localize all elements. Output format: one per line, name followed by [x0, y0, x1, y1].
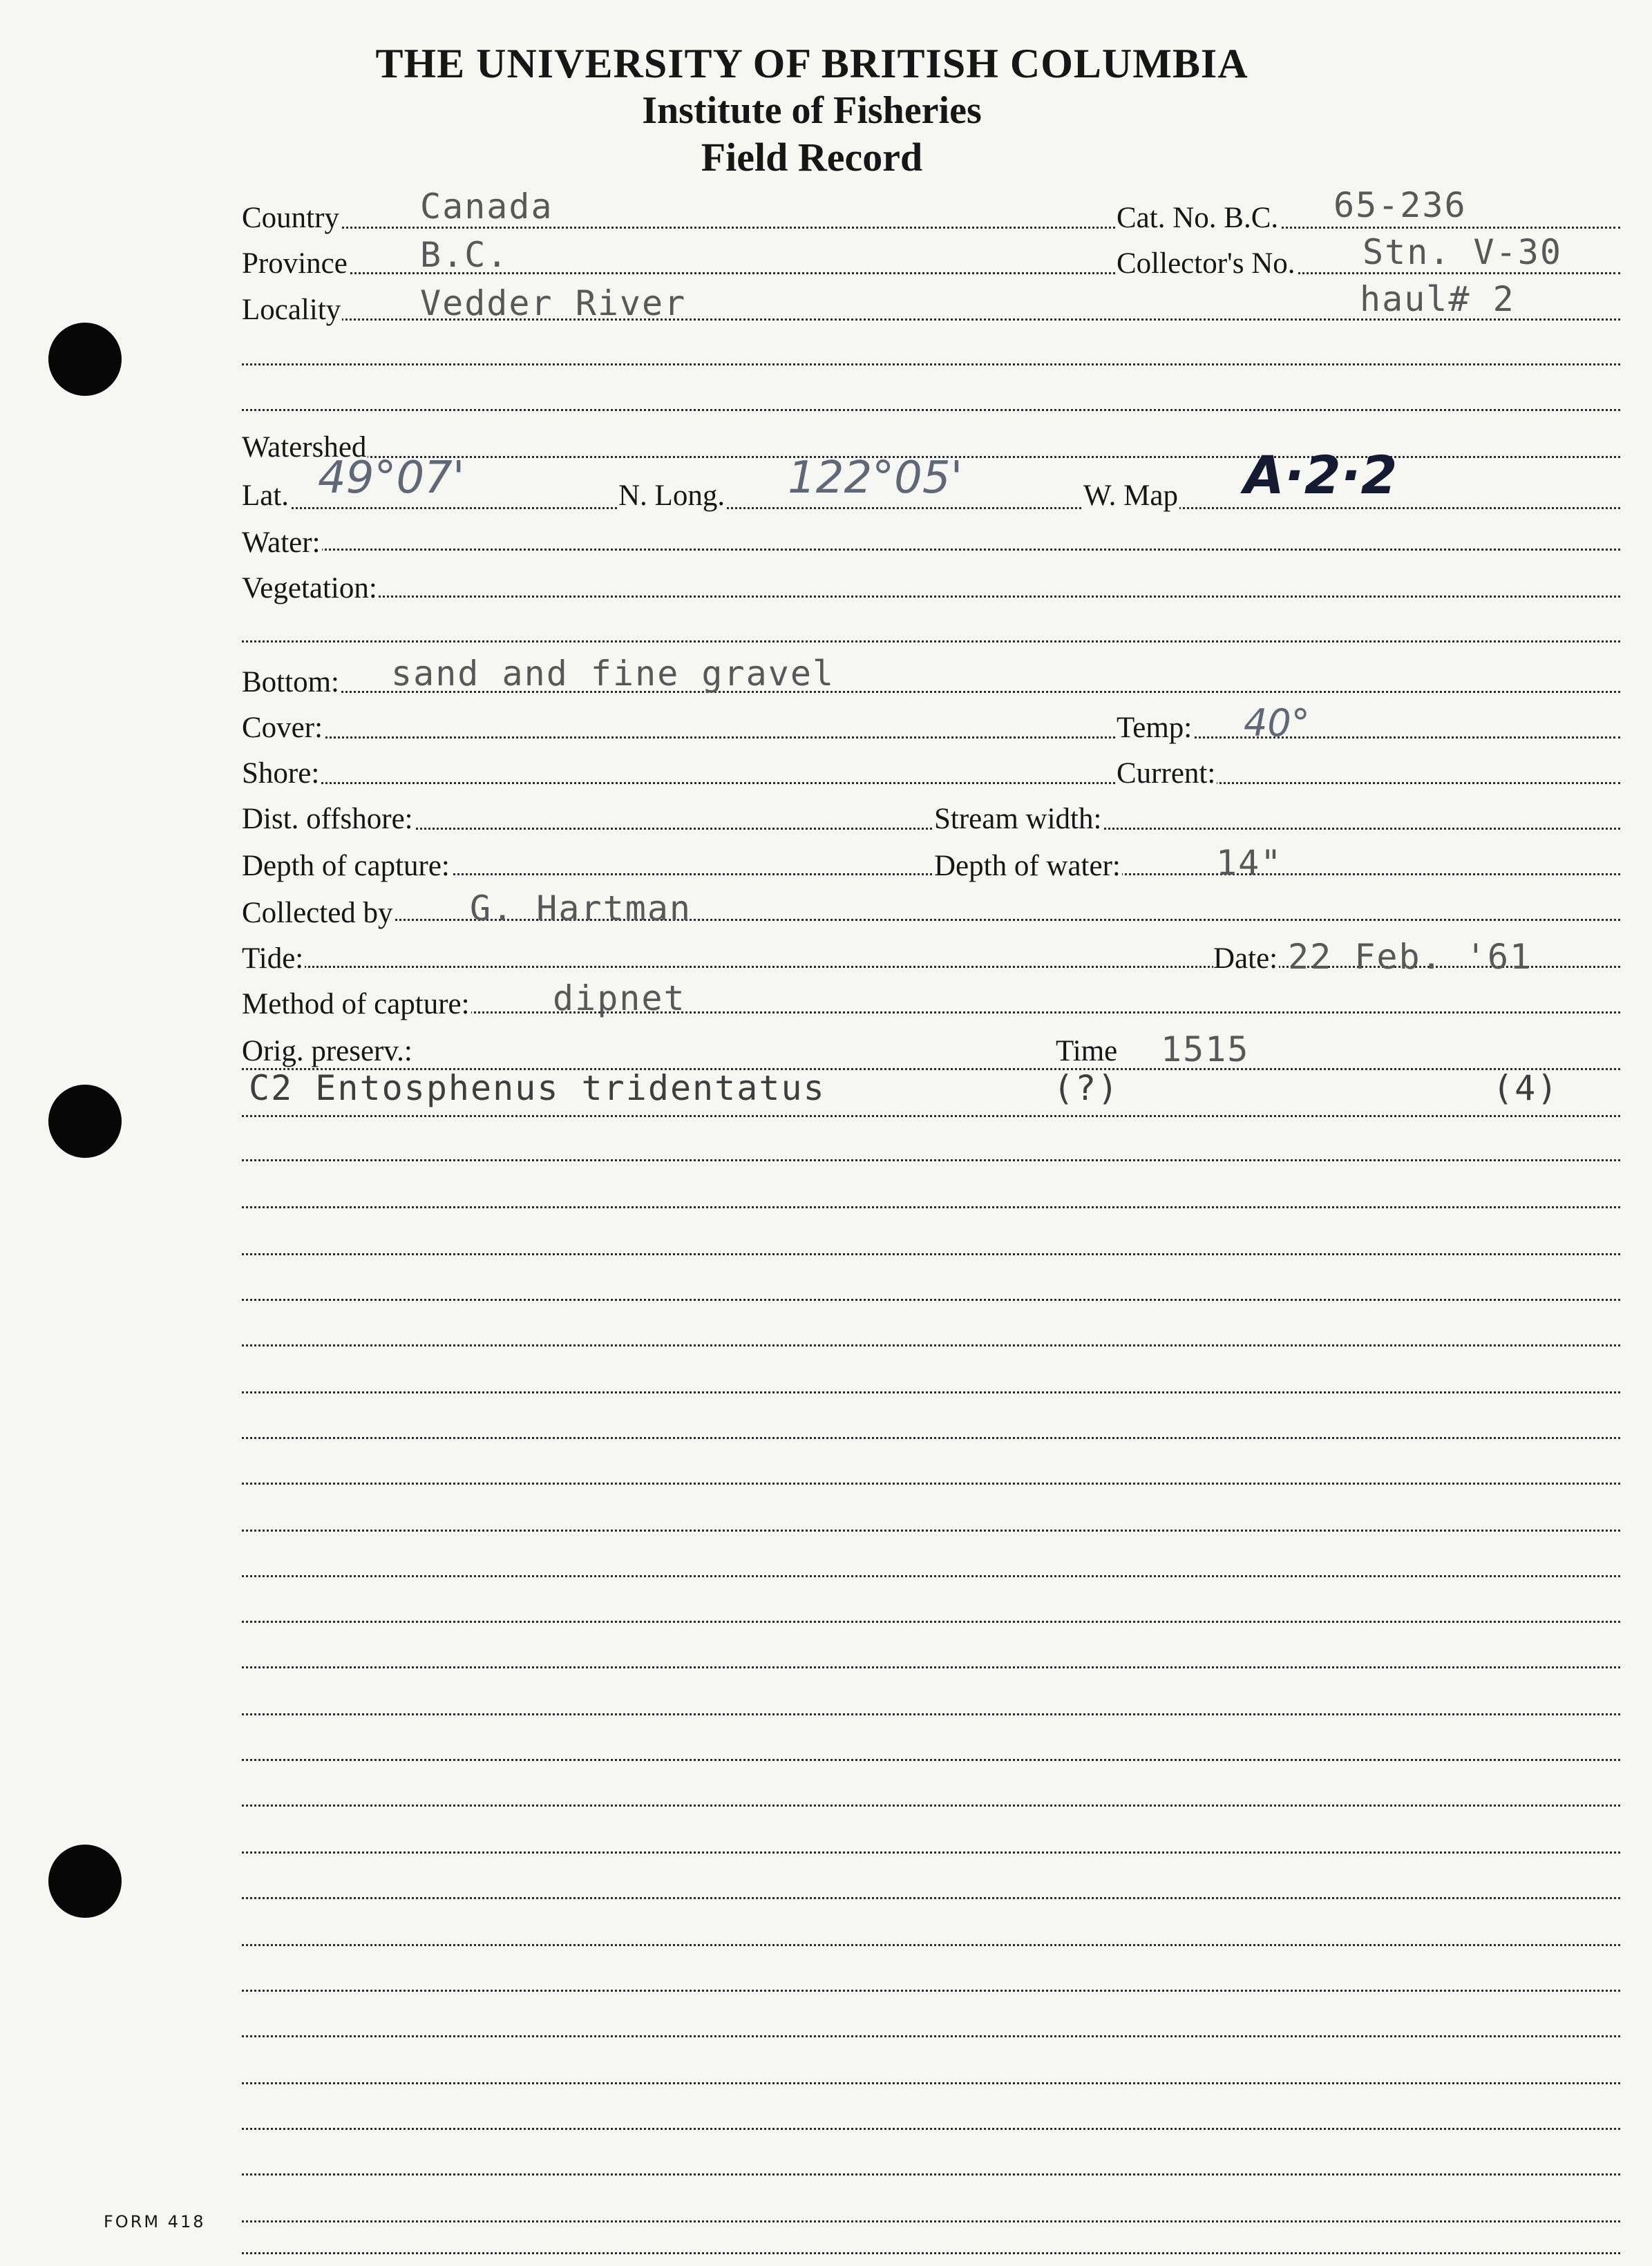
line-blank-1: [242, 326, 1620, 365]
line-orig-preserv: [242, 1031, 1620, 1070]
line-water: [242, 511, 1620, 551]
label-cover: Cover:: [242, 712, 323, 744]
value-temp: 40°: [1244, 701, 1310, 745]
line-blank: [242, 1216, 1620, 1255]
punch-hole-bottom: [48, 1845, 122, 1918]
label-depth-capture: Depth of capture:: [242, 850, 450, 882]
label-country: Country: [242, 202, 339, 234]
value-map: A·2·2: [1244, 444, 1398, 506]
line-blank: [242, 2045, 1620, 2084]
value-collectors-no: Stn. V-30: [1363, 232, 1562, 272]
line-blank: [242, 2136, 1620, 2175]
line-blank: [242, 1538, 1620, 1577]
value-locality: Vedder River: [420, 283, 687, 323]
label-water: Water:: [242, 526, 321, 559]
label-temp: Temp:: [1117, 712, 1193, 744]
label-w-map: W. Map: [1083, 479, 1178, 512]
line-blank-3: [242, 603, 1620, 642]
value-method: dipnet: [553, 978, 686, 1018]
line-blank: [242, 1952, 1620, 1992]
line-blank: [242, 1998, 1620, 2037]
value-bottom: sand and fine gravel: [391, 654, 835, 694]
label-shore: Shore:: [242, 757, 320, 790]
value-long: 122°05': [788, 453, 963, 504]
line-country: [242, 189, 1119, 229]
line-province: [242, 235, 1119, 274]
value-lat: 49°07': [318, 453, 465, 504]
line-blank: [242, 1767, 1620, 1807]
line-blank: [242, 2091, 1620, 2130]
value-specimen: C2 Entosphenus tridentatus: [249, 1068, 826, 1108]
label-depth-water: Depth of water:: [934, 850, 1121, 882]
form-number: FORM 418: [104, 2212, 206, 2231]
label-province: Province: [242, 247, 348, 280]
label-date: Date:: [1213, 942, 1278, 975]
line-blank: [242, 1445, 1620, 1485]
label-n-long: N. Long.: [618, 479, 725, 512]
value-date: 22 Feb. '61: [1288, 937, 1532, 977]
label-current: Current:: [1117, 757, 1216, 790]
label-tide: Tide:: [242, 942, 304, 975]
institute-title: Institute of Fisheries: [642, 89, 982, 132]
value-depth-water: 14": [1216, 843, 1283, 883]
line-blank-2: [242, 372, 1620, 411]
line-blank: [242, 1814, 1620, 1854]
line-blank: [242, 1354, 1620, 1393]
value-province: B.C.: [420, 235, 509, 275]
form-title: Field Record: [701, 135, 923, 180]
value-haul: haul# 2: [1360, 279, 1515, 319]
value-specimen-q: (?): [1053, 1068, 1120, 1108]
value-country: Canada: [420, 187, 553, 227]
value-collected-by: G. Hartman: [470, 888, 692, 929]
line-blank: [242, 1307, 1620, 1346]
line-blank: [242, 1400, 1620, 1439]
line-shore: [242, 745, 1119, 784]
label-lat: Lat.: [242, 479, 289, 512]
label-collected-by: Collected by: [242, 897, 393, 929]
university-title: THE UNIVERSITY OF BRITISH COLUMBIA: [375, 41, 1249, 86]
label-method: Method of capture:: [242, 988, 470, 1020]
line-blank: [242, 1169, 1620, 1208]
line-blank: [242, 1261, 1620, 1301]
label-collectors-no: Collector's No.: [1117, 247, 1295, 280]
label-vegetation: Vegetation:: [242, 572, 377, 604]
line-blank: [242, 1860, 1620, 1899]
line-temp: [1119, 699, 1620, 739]
line-dist-offshore: [242, 790, 1620, 830]
label-time: Time: [1056, 1035, 1118, 1067]
line-collected-by: [242, 882, 1620, 921]
line-blank: [242, 1583, 1620, 1623]
value-specimen-count: (4): [1492, 1068, 1559, 1108]
label-bottom: Bottom:: [242, 666, 339, 698]
label-watershed: Watershed: [242, 431, 367, 464]
punch-hole-top: [48, 323, 122, 396]
line-blank: [242, 2215, 1620, 2254]
label-dist-offshore: Dist. offshore:: [242, 803, 413, 835]
line-blank: [242, 1722, 1620, 1761]
line-cover: [242, 699, 1119, 739]
line-blank: [242, 1676, 1620, 1715]
label-locality: Locality: [242, 294, 341, 326]
label-orig-preserv: Orig. preserv.:: [242, 1035, 412, 1067]
line-blank: [242, 1122, 1620, 1161]
label-cat-no: Cat. No. B.C.: [1117, 202, 1279, 234]
value-time: 1515: [1161, 1029, 1250, 1069]
label-stream-width: Stream width:: [934, 803, 1102, 835]
value-cat-no: 65-236: [1333, 185, 1467, 225]
line-vegetation: [242, 558, 1620, 598]
line-blank: [242, 1492, 1620, 1532]
line-blank: [242, 1629, 1620, 1668]
punch-hole-middle: [48, 1085, 122, 1158]
line-blank: [242, 1907, 1620, 1946]
